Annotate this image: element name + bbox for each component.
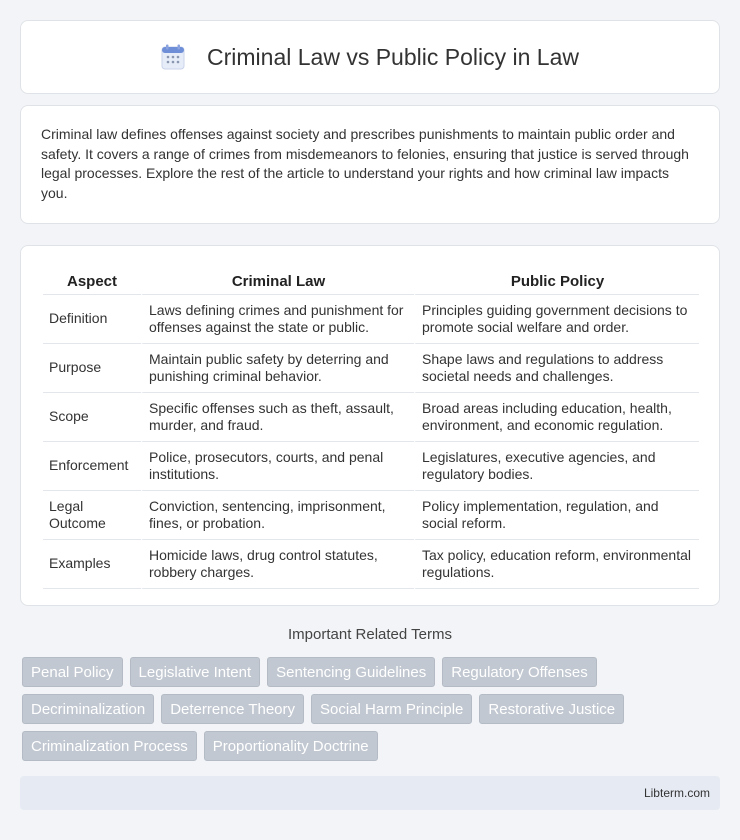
- table-row: [43, 393, 699, 442]
- term-row: [22, 731, 722, 761]
- criminal-law-cell: Specific offenses such as theft, assault, murder, and fraud.: [141, 393, 414, 442]
- intro-text: Criminal law defines offenses against society and prescribes punishments to maintain public order and safety. It covers a range of crimes from misdemeanors to felonies, ensuring that justice is served through legal processes. Explore the rest of the article to understand your rights and how criminal law impacts you.: [41, 126, 689, 201]
- public-policy-cell: Broad areas including education, health, environment, and economic regulation.: [414, 393, 699, 442]
- aspect-cell: Examples: [43, 540, 141, 589]
- public-policy-cell: Principles guiding government decisions to promote social welfare and order.: [414, 295, 699, 344]
- criminal-law-cell: Laws defining crimes and punishment for offenses against the state or public.: [141, 295, 414, 344]
- term-tag[interactable]: Legislative Intent: [130, 657, 261, 687]
- term-row: [22, 694, 722, 724]
- table-row: [43, 540, 699, 589]
- document-icon: [161, 44, 185, 70]
- criminal-law-cell: Homicide laws, drug control statutes, robbery charges.: [141, 540, 414, 589]
- term-tag[interactable]: Deterrence Theory: [161, 694, 304, 724]
- header-public-policy: Public Policy: [414, 265, 699, 295]
- table-row: [43, 491, 699, 540]
- term-tag[interactable]: Regulatory Offenses: [442, 657, 596, 687]
- aspect-cell: Legal Outcome: [43, 491, 141, 540]
- footer-site-link[interactable]: Libterm.com: [643, 786, 710, 800]
- public-policy-cell: Tax policy, education reform, environmental regulations.: [414, 540, 699, 589]
- footer: [20, 776, 720, 810]
- term-tag[interactable]: Sentencing Guidelines: [267, 657, 435, 687]
- table-row: [43, 344, 699, 393]
- aspect-cell: Enforcement: [43, 442, 141, 491]
- criminal-law-cell: Maintain public safety by deterring and punishing criminal behavior.: [141, 344, 414, 393]
- public-policy-cell: Legislatures, executive agencies, and regulatory bodies.: [414, 442, 699, 491]
- term-tag[interactable]: Proportionality Doctrine: [204, 731, 378, 761]
- aspect-cell: Purpose: [43, 344, 141, 393]
- header-aspect: Aspect: [43, 265, 141, 295]
- table-header-row: [43, 265, 699, 295]
- term-tag[interactable]: Social Harm Principle: [311, 694, 472, 724]
- criminal-law-cell: Police, prosecutors, courts, and penal institutions.: [141, 442, 414, 491]
- criminal-law-cell: Conviction, sentencing, imprisonment, fines, or probation.: [141, 491, 414, 540]
- term-tag[interactable]: Penal Policy: [22, 657, 123, 687]
- comparison-table-card: [20, 245, 720, 606]
- aspect-cell: Definition: [43, 295, 141, 344]
- header-criminal-law: Criminal Law: [141, 265, 414, 295]
- table-row: [43, 295, 699, 344]
- public-policy-cell: Policy implementation, regulation, and social reform.: [414, 491, 699, 540]
- related-terms: [22, 657, 722, 768]
- title-card: [20, 20, 720, 94]
- related-terms-heading: Important Related Terms: [288, 626, 452, 643]
- term-tag[interactable]: Criminalization Process: [22, 731, 197, 761]
- page-title: Criminal Law vs Public Policy in Law: [207, 43, 579, 70]
- term-row: [22, 657, 722, 687]
- table-row: [43, 442, 699, 491]
- term-tag[interactable]: Decriminalization: [22, 694, 154, 724]
- public-policy-cell: Shape laws and regulations to address societal needs and challenges.: [414, 344, 699, 393]
- aspect-cell: Scope: [43, 393, 141, 442]
- intro-card: [20, 105, 720, 224]
- comparison-table: [43, 265, 699, 589]
- term-tag[interactable]: Restorative Justice: [479, 694, 624, 724]
